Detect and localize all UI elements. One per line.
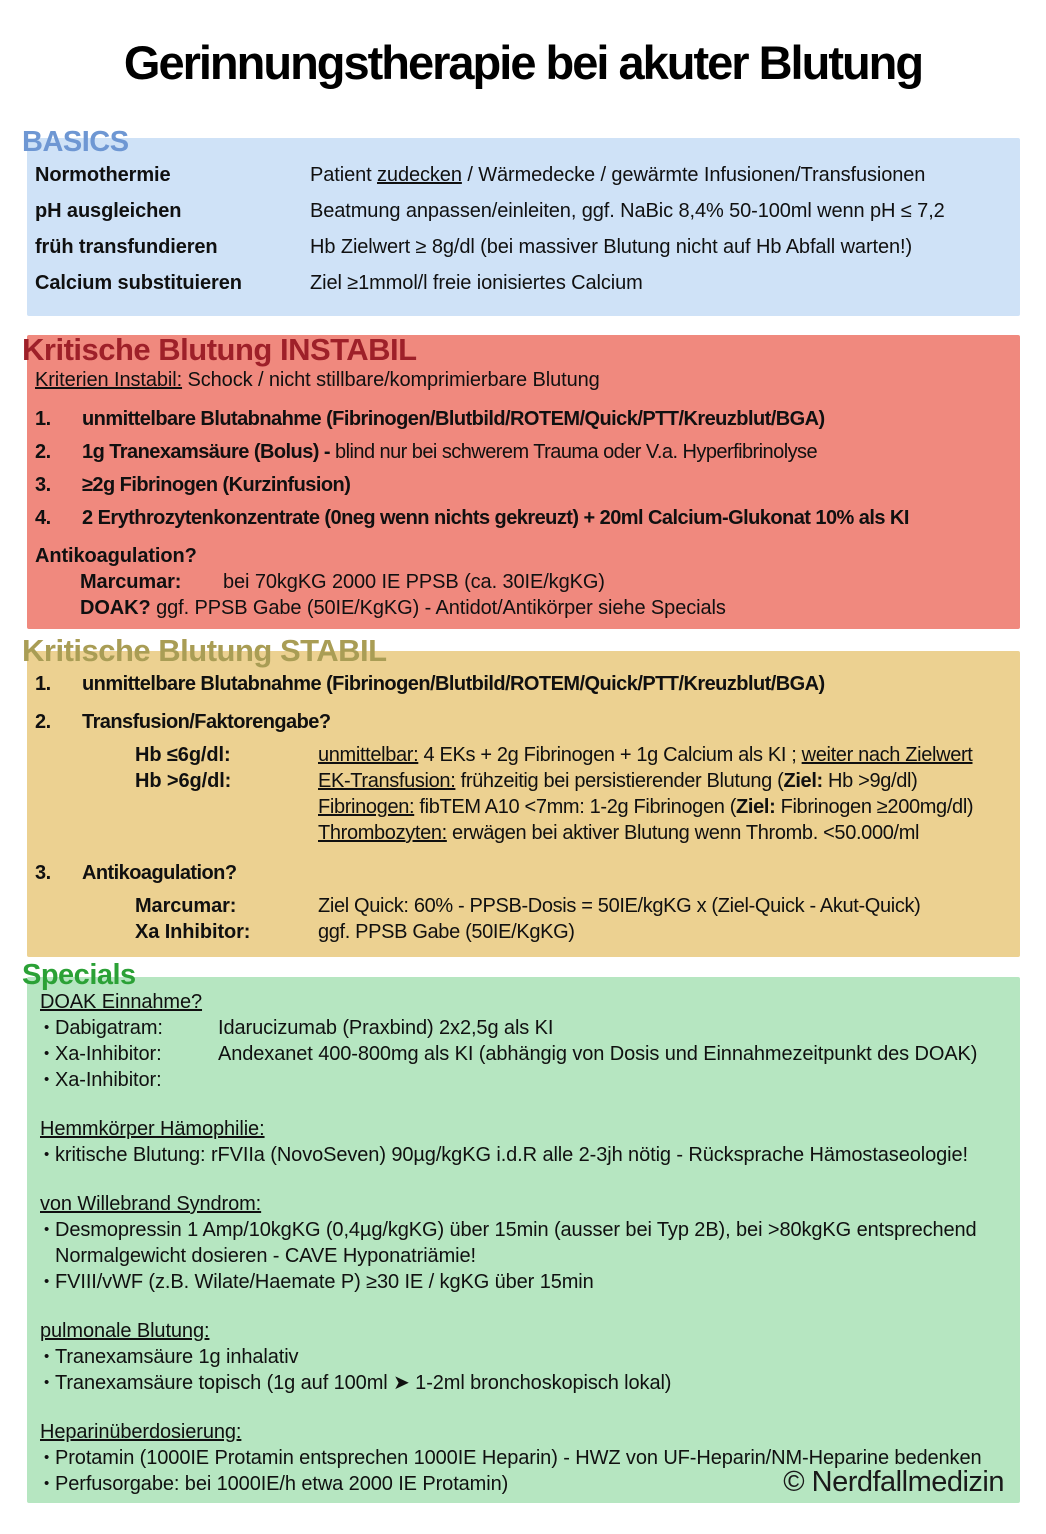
bullet-dot-icon: • <box>44 1146 50 1163</box>
row-value <box>310 198 1008 224</box>
section-basics <box>27 138 1020 316</box>
text-run: fibTEM A10 <7mm: 1-2g Fibrinogen ( <box>414 796 737 818</box>
bullet-item <box>35 1370 1008 1396</box>
bullet-text <box>55 1142 1005 1168</box>
stabil-sub-row <box>35 893 1008 919</box>
text-run: Hb Zielwert ≥ 8g/dl (bei massiver Blutung nicht auf Hb Abfall warten!) <box>310 236 913 258</box>
group-title <box>40 1191 1008 1217</box>
antikoag-marcumar-row <box>35 569 1008 595</box>
stabil-heading: Kritische Blutung STABIL <box>22 633 387 668</box>
basics-row <box>35 162 1008 188</box>
bullet-item <box>35 1041 1008 1067</box>
bullet-text <box>218 1041 1008 1067</box>
text-run: ggf. PPSB Gabe (50IE/KgKG) - Antidot/Antikörper siehe Specials <box>150 597 726 619</box>
text-run: Kriterien Instabil: <box>35 369 183 391</box>
bullet-dot-icon: • <box>44 1273 50 1290</box>
text-run: unmittelbare Blutabnahme (Fibrinogen/Blutbild/ROTEM/Quick/PTT/Kreuzblut/BGA) <box>82 408 825 430</box>
text-run: kritische Blutung: rFVIIa (NovoSeven) 90µg/kgKG i.d.R alle 2-3jh nötig - Rücksprache Hämostaseologie! <box>55 1144 968 1166</box>
antikoagulation-heading: Antikoagulation? <box>35 545 197 567</box>
text-run: unmittelbare Blutabnahme (Fibrinogen/Blutbild/ROTEM/Quick/PTT/Kreuzblut/BGA) <box>82 673 825 695</box>
row-label: Marcumar: <box>80 571 182 593</box>
text-run: Perfusorgabe: bei 1000IE/h etwa 2000 IE Protamin) <box>55 1473 509 1495</box>
bullet-item <box>35 1344 1008 1370</box>
text-run: DOAK? <box>80 597 151 619</box>
instabil-criteria <box>35 367 1008 393</box>
bullet-dot-icon: • <box>44 1348 50 1365</box>
row-label: früh transfundieren <box>35 236 218 258</box>
antikoag-doak-row <box>35 595 1008 621</box>
specials-group-doak <box>35 989 1008 1093</box>
row-value <box>318 820 1008 846</box>
text-run: zudecken <box>377 164 462 186</box>
step-text <box>82 439 1008 465</box>
row-label: Normothermie <box>35 164 171 186</box>
step-text <box>82 472 1008 498</box>
basics-row <box>35 234 1008 260</box>
bullet-item <box>35 1269 1008 1295</box>
bullet-text <box>55 1217 1005 1269</box>
row-label: Xa Inhibitor: <box>135 921 251 943</box>
row-value <box>318 919 1008 945</box>
section-specials <box>27 977 1020 1503</box>
bullet-text <box>55 1269 1005 1295</box>
bullet-item <box>35 1217 1008 1269</box>
instabil-step <box>35 472 1008 498</box>
step-number: 3. <box>35 474 51 496</box>
specials-group-von-willebrand <box>35 1191 1008 1295</box>
specials-group-hemmkoerper <box>35 1116 1008 1168</box>
text-run: erwägen bei aktiver Blutung wenn Thromb. <50.000/ml <box>446 822 920 844</box>
bullet-dot-icon: • <box>44 1221 50 1238</box>
basics-heading: BASICS <box>22 126 129 158</box>
bullet-text <box>218 1015 1008 1041</box>
instabil-step <box>35 505 1008 531</box>
row-value <box>310 162 1008 188</box>
page-title: Gerinnungstherapie bei akuter Blutung <box>123 36 923 89</box>
text-run: Ziel: <box>736 796 776 818</box>
text-run: DOAK Einnahme? <box>40 991 203 1013</box>
step-text <box>82 709 1008 735</box>
text-run: Idarucizumab (Praxbind) 2x2,5g als KI <box>218 1017 554 1039</box>
text-run: Heparinüberdosierung: <box>40 1421 242 1443</box>
text-run: von Willebrand Syndrom: <box>40 1193 262 1215</box>
row-label <box>135 820 318 846</box>
row-value <box>318 768 1008 794</box>
row-label: Calcium substituieren <box>35 272 242 294</box>
text-run: Hemmkörper Hämophilie: <box>40 1118 265 1140</box>
bullet-item <box>35 1067 1008 1093</box>
step-number: 3. <box>35 862 51 884</box>
text-run: pulmonale Blutung: <box>40 1320 210 1342</box>
step-text <box>82 505 1008 531</box>
bullet-text <box>55 1370 1005 1396</box>
text-run: Antikoagulation? <box>82 862 237 884</box>
row-value <box>223 569 1008 595</box>
row-label: Marcumar: <box>135 895 237 917</box>
step-number: 1. <box>35 408 51 430</box>
text-run: unmittelbar: <box>318 744 419 766</box>
text-run: Transfusion/Faktorengabe? <box>82 711 331 733</box>
text-run: Fibrinogen: <box>318 796 415 818</box>
bullet-text <box>218 1067 1008 1093</box>
row-label: pH ausgleichen <box>35 200 182 222</box>
text-run: EK-Transfusion: <box>318 770 456 792</box>
text-run: Tranexamsäure 1g inhalativ <box>55 1346 299 1368</box>
step-number: 1. <box>35 673 51 695</box>
row-label: Hb ≤6g/dl: <box>135 744 231 766</box>
row-value <box>318 794 1008 820</box>
row-value <box>318 893 1008 919</box>
bullet-dot-icon: • <box>44 1475 50 1492</box>
section-instabil <box>27 335 1020 629</box>
text-run: Hb >9g/dl) <box>822 770 918 792</box>
instabil-heading: Kritische Blutung INSTABIL <box>22 332 417 367</box>
row-value <box>310 270 1008 296</box>
group-title <box>40 1116 1008 1142</box>
stabil-sub-row <box>35 742 1008 768</box>
text-run: ggf. PPSB Gabe (50IE/KgKG) <box>318 921 575 943</box>
text-run: Fibrinogen ≥200mg/dl) <box>775 796 974 818</box>
text-run: Ziel Quick: 60% - PPSB-Dosis = 50IE/kgKG x (Ziel-Quick - Akut-Quick) <box>318 895 921 917</box>
specials-group-pulmonale-blutung <box>35 1318 1008 1396</box>
text-run: Tranexamsäure topisch (1g auf 100ml ➤ 1-2ml bronchoskopisch lokal) <box>55 1372 672 1394</box>
step-text <box>82 406 1008 432</box>
copyright-notice: © Nerdfallmedizin <box>783 1466 1004 1498</box>
stabil-sub-row <box>35 820 1008 846</box>
basics-row <box>35 270 1008 296</box>
row-label <box>135 794 318 820</box>
text-run: Ziel ≥1mmol/l freie ionisiertes Calcium <box>310 272 643 294</box>
text-run: / Wärmedecke / gewärmte Infusionen/Transfusionen <box>461 164 926 186</box>
text-run: blind nur bei schwerem Trauma oder V.a. Hyperfibrinolyse <box>335 441 818 463</box>
instabil-step <box>35 439 1008 465</box>
text-run: bei 70kgKG 2000 IE PPSB (ca. 30IE/kgKG) <box>223 571 605 593</box>
bullet-item <box>35 1142 1008 1168</box>
basics-row <box>35 198 1008 224</box>
text-run: Schock / nicht stillbare/komprimierbare Blutung <box>182 369 600 391</box>
bullet-label: Xa-Inhibitor: <box>55 1069 162 1091</box>
bullet-label: Xa-Inhibitor: <box>55 1043 162 1065</box>
stabil-item <box>35 709 1008 735</box>
specials-heading: Specials <box>22 959 136 991</box>
row-label: Hb >6g/dl: <box>135 770 232 792</box>
bullet-dot-icon: • <box>44 1374 50 1391</box>
stabil-item <box>35 860 1008 886</box>
text-run: ≥2g Fibrinogen (Kurzinfusion) <box>82 474 351 496</box>
stabil-sub-row <box>35 919 1008 945</box>
bullet-dot-icon: • <box>44 1019 50 1036</box>
row-value <box>318 742 1008 768</box>
bullet-text <box>55 1344 1005 1370</box>
bullet-dot-icon: • <box>44 1071 50 1088</box>
text-run: 4 EKs + 2g Fibrinogen + 1g Calcium als KI ; <box>418 744 802 766</box>
stabil-item <box>35 671 1008 697</box>
bullet-dot-icon: • <box>44 1045 50 1062</box>
bullet-label: Dabigatram: <box>55 1017 163 1039</box>
text-run: Protamin (1000IE Protamin entsprechen 1000IE Heparin) - HWZ von UF-Heparin/NM-Heparine bedenken <box>55 1447 982 1469</box>
step-number: 2. <box>35 711 51 733</box>
text-run: weiter nach Zielwert <box>801 744 973 766</box>
text-run: Ziel: <box>783 770 823 792</box>
step-number: 2. <box>35 441 51 463</box>
text-run: Desmopressin 1 Amp/10kgKG (0,4µg/kgKG) über 15min (ausser bei Typ 2B), bei >80kgKG entsprechend Normalgewicht dosieren - CAVE Hyponatriämie! <box>55 1219 977 1267</box>
group-title <box>40 989 1008 1015</box>
text-run: frühzeitig bei persistierender Blutung ( <box>455 770 784 792</box>
text-run: Patient <box>310 164 378 186</box>
step-text <box>82 671 1008 697</box>
text-run: Andexanet 400-800mg als KI (abhängig von Dosis und Einnahmezeitpunkt des DOAK) <box>218 1043 978 1065</box>
stabil-sub-row <box>35 768 1008 794</box>
text-run: Thrombozyten: <box>318 822 447 844</box>
bullet-dot-icon: • <box>44 1449 50 1466</box>
stabil-sub-row <box>35 794 1008 820</box>
instabil-step <box>35 406 1008 432</box>
group-title <box>40 1318 1008 1344</box>
row-value <box>310 234 1008 260</box>
bullet-item <box>35 1015 1008 1041</box>
text-run: FVIII/vWF (z.B. Wilate/Haemate P) ≥30 IE / kgKG über 15min <box>55 1271 594 1293</box>
text-run: Beatmung anpassen/einleiten, ggf. NaBic 8,4% 50-100ml wenn pH ≤ 7,2 <box>310 200 945 222</box>
text-run: 1g Tranexamsäure (Bolus) - <box>82 441 336 463</box>
group-title <box>40 1419 1008 1445</box>
text-run: 2 Erythrozytenkonzentrate (0neg wenn nichts gekreuzt) + 20ml Calcium-Glukonat 10% als KI <box>82 507 909 529</box>
step-text <box>82 860 1008 886</box>
step-number: 4. <box>35 507 51 529</box>
section-stabil <box>27 651 1020 957</box>
